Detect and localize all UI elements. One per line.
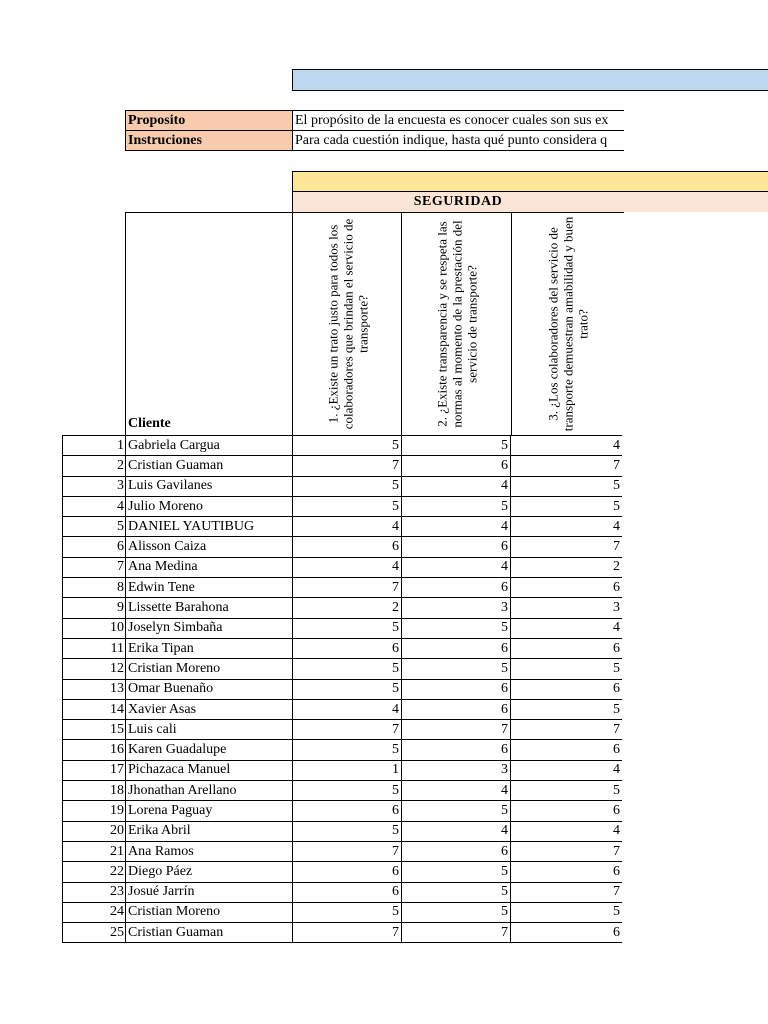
q2-score: 5 — [402, 659, 511, 679]
row-number: 14 — [63, 699, 126, 719]
client-name: Joselyn Simbaña — [126, 618, 293, 638]
client-name: Josué Jarrín — [126, 882, 293, 902]
table-row — [63, 578, 623, 598]
q1-score: 5 — [293, 902, 402, 922]
q1-score: 6 — [293, 882, 402, 902]
q2-score: 3 — [402, 598, 511, 618]
row-number: 22 — [63, 862, 126, 882]
q2-score: 6 — [402, 456, 511, 476]
q2-score: 5 — [402, 436, 511, 456]
section-title: SEGURIDAD — [413, 194, 503, 209]
table-row — [63, 476, 623, 496]
table-row — [63, 659, 623, 679]
q1-score: 5 — [293, 740, 402, 760]
q1-score: 5 — [293, 659, 402, 679]
table-row — [63, 679, 623, 699]
client-name: Julio Moreno — [126, 496, 293, 516]
q1-score: 4 — [293, 699, 402, 719]
q2-score: 6 — [402, 679, 511, 699]
client-name: Karen Guadalupe — [126, 740, 293, 760]
client-name: Omar Buenaño — [126, 679, 293, 699]
q3-score: 4 — [511, 436, 623, 456]
q3-score: 6 — [511, 862, 623, 882]
row-number: 12 — [63, 659, 126, 679]
client-name: Erika Abril — [126, 821, 293, 841]
responses-table — [62, 435, 622, 943]
q1-score: 7 — [293, 720, 402, 740]
client-name: Erika Tipan — [126, 638, 293, 658]
row-number: 4 — [63, 496, 126, 516]
table-row — [63, 740, 623, 760]
row-number: 25 — [63, 923, 126, 943]
q1-score: 5 — [293, 679, 402, 699]
q3-score: 4 — [511, 517, 623, 537]
table-row — [63, 699, 623, 719]
table-row — [63, 618, 623, 638]
row-number: 18 — [63, 781, 126, 801]
q2-score: 4 — [402, 781, 511, 801]
title-bar — [292, 69, 768, 91]
q3-score: 5 — [511, 781, 623, 801]
instructions-label: Instruciones — [125, 130, 293, 151]
table-row — [63, 781, 623, 801]
q2-score: 4 — [402, 517, 511, 537]
client-name: Lorena Paguay — [126, 801, 293, 821]
table-row — [63, 760, 623, 780]
row-number: 2 — [63, 456, 126, 476]
client-name: Cristian Guaman — [126, 923, 293, 943]
q3-score: 6 — [511, 740, 623, 760]
q2-score: 6 — [402, 578, 511, 598]
q3-score: 7 — [511, 841, 623, 861]
q1-score: 7 — [293, 578, 402, 598]
q1-score: 7 — [293, 456, 402, 476]
q1-score: 7 — [293, 923, 402, 943]
row-number: 13 — [63, 679, 126, 699]
table-row — [63, 557, 623, 577]
client-name: Diego Páez — [126, 862, 293, 882]
q3-score: 6 — [511, 801, 623, 821]
table-row — [63, 821, 623, 841]
client-name: Cristian Guaman — [126, 456, 293, 476]
q2-score: 5 — [402, 902, 511, 922]
q2-score: 5 — [402, 801, 511, 821]
row-number: 23 — [63, 882, 126, 902]
q1-score: 6 — [293, 537, 402, 557]
table-row — [63, 496, 623, 516]
q1-score: 6 — [293, 801, 402, 821]
q2-score: 6 — [402, 638, 511, 658]
row-number: 6 — [63, 537, 126, 557]
q2-score: 6 — [402, 740, 511, 760]
q2-score: 6 — [402, 841, 511, 861]
table-row — [63, 841, 623, 861]
purpose-text: El propósito de la encuesta es conocer cuales son sus ex — [292, 110, 624, 131]
q3-score: 7 — [511, 882, 623, 902]
q2-score: 4 — [402, 557, 511, 577]
purpose-label: Proposito — [125, 110, 293, 131]
row-number: 20 — [63, 821, 126, 841]
table-row — [63, 517, 623, 537]
q2-score: 5 — [402, 882, 511, 902]
client-header-cell — [125, 212, 293, 435]
q2-score: 7 — [402, 720, 511, 740]
client-name: Luis Gavilanes — [126, 476, 293, 496]
client-name: DANIEL YAUTIBUG — [126, 517, 293, 537]
q1-score: 1 — [293, 760, 402, 780]
client-name: Xavier Asas — [126, 699, 293, 719]
table-row — [63, 720, 623, 740]
q1-score: 5 — [293, 436, 402, 456]
client-name: Jhonathan Arellano — [126, 781, 293, 801]
q1-score: 5 — [293, 781, 402, 801]
question-3-header — [511, 212, 624, 435]
row-number: 16 — [63, 740, 126, 760]
q3-score: 5 — [511, 699, 623, 719]
q1-score: 7 — [293, 841, 402, 861]
q1-score: 6 — [293, 638, 402, 658]
row-number: 8 — [63, 578, 126, 598]
client-name: Edwin Tene — [126, 578, 293, 598]
q3-score: 4 — [511, 760, 623, 780]
q3-score: 5 — [511, 902, 623, 922]
client-name: Alisson Caiza — [126, 537, 293, 557]
section-header-bar — [292, 171, 768, 192]
q1-score: 5 — [293, 618, 402, 638]
q1-score: 4 — [293, 557, 402, 577]
client-name: Ana Ramos — [126, 841, 293, 861]
q3-score: 2 — [511, 557, 623, 577]
q3-score: 5 — [511, 496, 623, 516]
instructions-text: Para cada cuestión indique, hasta qué punto considera q — [292, 130, 624, 151]
q2-score: 3 — [402, 760, 511, 780]
q3-score: 7 — [511, 720, 623, 740]
q1-score: 5 — [293, 476, 402, 496]
table-row — [63, 902, 623, 922]
q2-score: 6 — [402, 699, 511, 719]
row-number: 3 — [63, 476, 126, 496]
q2-score: 5 — [402, 618, 511, 638]
q3-score: 3 — [511, 598, 623, 618]
question-2-text: 2. ¿Existe transparencia y se respeta las normas al momento de la prestación del servicio de transporte? — [434, 220, 480, 428]
q3-score: 5 — [511, 476, 623, 496]
question-3-text: 3. ¿Los colaboradores del servicio de transporte demuestran amabilidad y buen trato? — [545, 216, 591, 432]
table-row — [63, 436, 623, 456]
row-number: 17 — [63, 760, 126, 780]
q1-score: 6 — [293, 862, 402, 882]
q2-score: 4 — [402, 821, 511, 841]
q2-score: 5 — [402, 862, 511, 882]
table-row — [63, 801, 623, 821]
row-number: 11 — [63, 638, 126, 658]
question-1-text: 1. ¿Existe un trato justo para todos los colaboradores que brindan el servicio de transporte? — [325, 218, 370, 430]
q3-score: 5 — [511, 659, 623, 679]
q2-score: 7 — [402, 923, 511, 943]
row-number: 9 — [63, 598, 126, 618]
client-name: Gabriela Cargua — [126, 436, 293, 456]
table-row — [63, 598, 623, 618]
table-row — [63, 882, 623, 902]
q3-score: 6 — [511, 923, 623, 943]
q3-score: 4 — [511, 618, 623, 638]
client-name: Cristian Moreno — [126, 902, 293, 922]
q3-score: 4 — [511, 821, 623, 841]
table-row — [63, 537, 623, 557]
table-row — [63, 638, 623, 658]
row-number: 24 — [63, 902, 126, 922]
q1-score: 5 — [293, 821, 402, 841]
client-name: Ana Medina — [126, 557, 293, 577]
table-row — [63, 456, 623, 476]
table-row — [63, 923, 623, 943]
row-number: 7 — [63, 557, 126, 577]
q1-score: 2 — [293, 598, 402, 618]
row-number: 15 — [63, 720, 126, 740]
row-number: 10 — [63, 618, 126, 638]
q3-score: 7 — [511, 456, 623, 476]
table-row — [63, 862, 623, 882]
q3-score: 6 — [511, 679, 623, 699]
q3-score: 7 — [511, 537, 623, 557]
q2-score: 4 — [402, 476, 511, 496]
question-2-header — [401, 212, 512, 435]
question-1-header — [292, 212, 402, 435]
client-header: Cliente — [128, 416, 171, 431]
row-number: 5 — [63, 517, 126, 537]
q3-score: 6 — [511, 638, 623, 658]
client-name: Cristian Moreno — [126, 659, 293, 679]
row-number: 19 — [63, 801, 126, 821]
q3-score: 6 — [511, 578, 623, 598]
row-number: 1 — [63, 436, 126, 456]
client-name: Lissette Barahona — [126, 598, 293, 618]
q1-score: 4 — [293, 517, 402, 537]
q1-score: 5 — [293, 496, 402, 516]
q2-score: 5 — [402, 496, 511, 516]
q2-score: 6 — [402, 537, 511, 557]
client-name: Pichazaca Manuel — [126, 760, 293, 780]
row-number: 21 — [63, 841, 126, 861]
client-name: Luis cali — [126, 720, 293, 740]
